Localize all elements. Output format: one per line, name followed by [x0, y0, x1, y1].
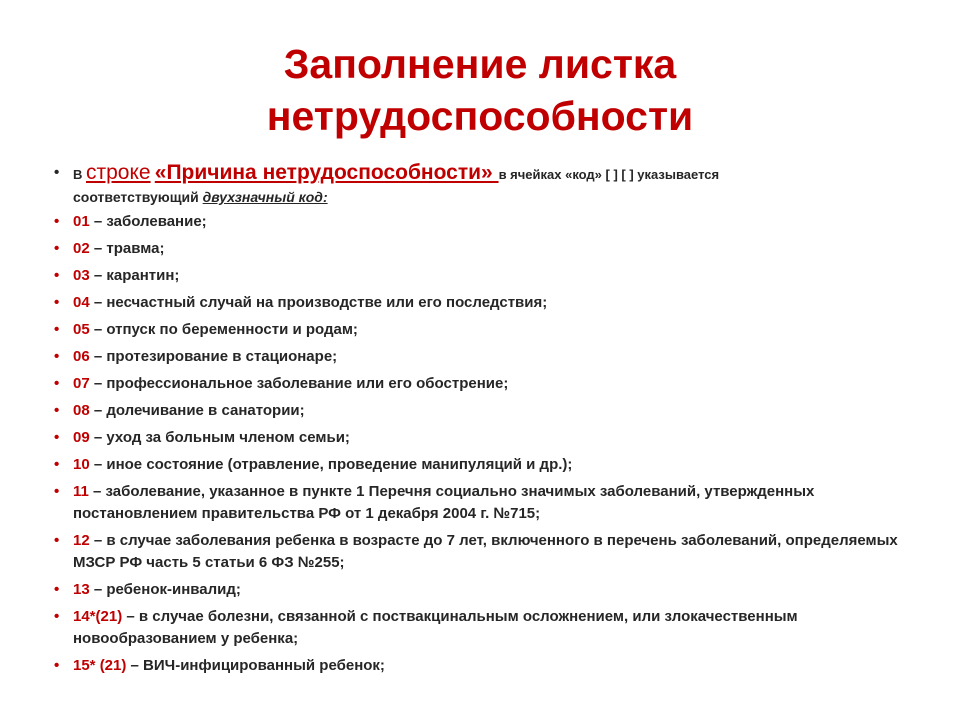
code-list — [54, 162, 934, 682]
intro-word-line: строке — [86, 161, 151, 184]
item-code: 14*(21) — [73, 608, 123, 625]
title-line-2: нетрудоспособности — [266, 93, 694, 139]
list-item — [54, 454, 934, 476]
list-item — [54, 265, 934, 287]
list-item — [54, 427, 934, 449]
item-text: – карантин; — [89, 267, 180, 284]
bullet-icon: • — [54, 483, 60, 500]
list-item — [54, 319, 934, 341]
item-text: – ВИЧ-инфицированный ребенок; — [126, 657, 385, 674]
list-item — [54, 238, 934, 260]
bullet-icon: • — [54, 240, 60, 257]
list-item — [54, 655, 934, 677]
item-code: 09 — [73, 429, 90, 446]
list-item — [54, 346, 934, 368]
intro-suffix: в ячейках «код» [ ] [ ] указывается — [498, 167, 720, 182]
item-code: 04 — [73, 294, 90, 311]
intro-item — [54, 162, 934, 208]
title-line-1: Заполнение листка — [283, 41, 677, 87]
list-item — [54, 530, 934, 574]
item-text: – профессиональное заболевание или его обострение; — [89, 375, 509, 392]
item-code: 02 — [73, 240, 90, 257]
intro-line-2 — [73, 186, 934, 208]
item-code: 05 — [73, 321, 90, 338]
item-text: – отпуск по беременности и родам; — [89, 321, 358, 338]
item-text: – в случае болезни, связанной с поствакцинальным осложнением, или злокачественным новообразованием у ребенка; — [73, 608, 798, 647]
list-item — [54, 606, 934, 650]
item-code: 03 — [73, 267, 90, 284]
item-code: 01 — [73, 213, 90, 230]
item-text: – протезирование в стационаре; — [89, 348, 338, 365]
item-code: 13 — [73, 581, 90, 598]
item-text: – заболевание, указанное в пункте 1 Перечня социально значимых заболеваний, утвержденных постановлением правительства РФ от 1 декабря 2004 г. №715; — [73, 483, 815, 522]
item-text: – уход за больным членом семьи; — [89, 429, 350, 446]
item-code: 10 — [73, 456, 90, 473]
list-item — [54, 400, 934, 422]
bullet-icon: • — [54, 164, 60, 181]
list-item — [54, 579, 934, 601]
bullet-icon: • — [54, 581, 60, 598]
bullet-icon: • — [54, 532, 60, 549]
item-text: – в случае заболевания ребенка в возрасте до 7 лет, включенного в перечень заболеваний, определяемых МЗСР РФ часть 5 статьи 6 ФЗ №255; — [73, 532, 898, 571]
item-text: – заболевание; — [89, 213, 207, 230]
bullet-icon: • — [54, 429, 60, 446]
intro-line2-emph: двухзначный код: — [202, 189, 328, 205]
bullet-icon: • — [54, 657, 60, 674]
bullet-icon: • — [54, 213, 60, 230]
item-code: 11 — [73, 483, 89, 500]
item-text: – иное состояние (отравление, проведение манипуляций и др.); — [89, 456, 573, 473]
item-code: 07 — [73, 375, 90, 392]
item-text: – травма; — [89, 240, 165, 257]
item-code: 06 — [73, 348, 90, 365]
item-code: 15* (21) — [73, 657, 127, 674]
intro-field-name: «Причина нетрудоспособности» — [154, 161, 499, 184]
list-item — [54, 211, 934, 233]
bullet-icon: • — [54, 321, 60, 338]
bullet-icon: • — [54, 267, 60, 284]
bullet-icon: • — [54, 375, 60, 392]
bullet-icon: • — [54, 294, 60, 311]
slide-title — [0, 38, 960, 142]
bullet-icon: • — [54, 402, 60, 419]
intro-prefix: В — [73, 167, 86, 182]
bullet-icon: • — [54, 348, 60, 365]
item-code: 08 — [73, 402, 90, 419]
bullet-icon: • — [54, 456, 60, 473]
intro-line2-prefix: соответствующий — [73, 189, 203, 205]
bullet-icon: • — [54, 608, 60, 625]
item-text: – долечивание в санатории; — [89, 402, 305, 419]
item-text: – несчастный случай на производстве или его последствия; — [89, 294, 548, 311]
list-item — [54, 373, 934, 395]
list-item — [54, 292, 934, 314]
list-item — [54, 481, 934, 525]
item-text: – ребенок-инвалид; — [89, 581, 241, 598]
item-code: 12 — [73, 532, 90, 549]
